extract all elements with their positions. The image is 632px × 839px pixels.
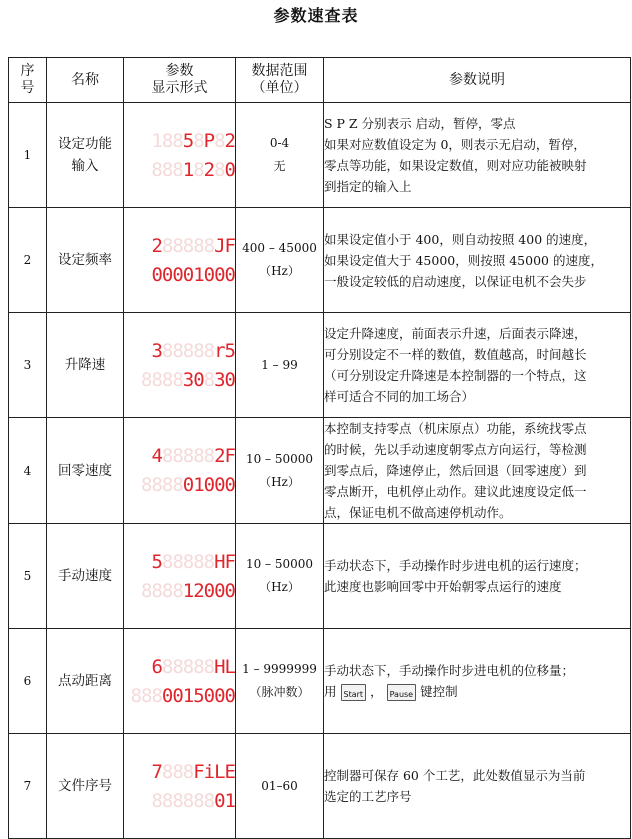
row-range-line: 400 – 45000 <box>242 241 317 255</box>
segment-lit: 12000 <box>182 579 235 602</box>
segment-lit: 30 <box>214 368 235 391</box>
header-range <box>236 58 324 103</box>
header-range-line: （单位） <box>251 80 308 96</box>
segment-lit: 5 <box>151 550 162 573</box>
row-index: 6 <box>9 629 47 734</box>
row-description-line: 控制器可保存 60 个工艺，此处数值显示为当前 <box>324 768 586 783</box>
header-index-line: 号 <box>20 80 35 96</box>
row-description <box>324 734 631 839</box>
row-description-line: 到指定的输入上 <box>324 179 412 194</box>
header-description: 参数说明 <box>324 58 631 103</box>
segment-display-line <box>124 236 235 256</box>
row-name <box>47 524 124 629</box>
segment-unlit: 8 <box>214 129 225 152</box>
segment-unlit: 88888 <box>161 655 215 678</box>
segment-lit: 2 <box>151 234 162 257</box>
segment-unlit: 88888 <box>161 445 215 467</box>
segment-display-line <box>124 446 235 466</box>
segment-lit: 30 <box>182 368 204 391</box>
header-display-line: 显示形式 <box>151 80 208 96</box>
segment-display-line <box>124 475 235 495</box>
row-description-line: 一般设定较低的启动速度，以保证电机不会失步 <box>324 273 587 289</box>
segment-unlit: 888 <box>130 684 162 707</box>
description-suffix: 键控制 <box>420 684 458 699</box>
row-description-line: 此速度也影响回零中开始朝零点运行的速度 <box>324 579 562 594</box>
segment-display-line <box>124 686 235 706</box>
table-body <box>9 103 631 839</box>
row-description-line: 选定的工艺序号 <box>324 789 412 804</box>
row-description-line: 设定升降速度，前面表示升速，后面表示降速， <box>324 326 587 341</box>
row-description <box>324 313 631 418</box>
segment-lit: 6 <box>151 655 162 678</box>
row-range <box>236 313 324 418</box>
row-description <box>324 103 631 208</box>
row-name-line: 回零速度 <box>58 462 112 479</box>
row-name-line: 手动速度 <box>58 568 112 584</box>
table-row <box>9 103 631 208</box>
row-description-line: 手动状态下，手动操作时步进电机的运行速度； <box>324 558 587 573</box>
row-name <box>47 418 124 524</box>
segment-unlit: 888888 <box>151 789 215 812</box>
row-name-line: 设定频率 <box>58 252 112 268</box>
row-range-line: 1 – 99 <box>261 357 298 372</box>
row-description <box>324 524 631 629</box>
segment-unlit: 888 <box>161 760 194 783</box>
table-row <box>9 629 631 734</box>
segment-lit: 3 <box>151 339 162 362</box>
row-index: 2 <box>9 208 47 313</box>
header-name: 名称 <box>47 58 124 103</box>
row-range-line: 10 – 50000 <box>245 451 314 466</box>
row-name-line: 文件序号 <box>58 778 112 794</box>
row-name <box>47 629 124 734</box>
segment-lit: HL <box>214 655 235 678</box>
row-description-line: （可分别设定升降速是本控制器的一个特点，这 <box>324 368 587 383</box>
row-description-line: 的时候，先以手动速度朝零点方向运行，等检测 <box>324 442 587 457</box>
row-description <box>324 208 631 313</box>
segment-display-line <box>124 581 235 601</box>
row-range-line: （Hz） <box>259 474 300 489</box>
row-name-line: 输入 <box>71 158 99 174</box>
row-range <box>236 103 324 208</box>
segment-unlit: 8888 <box>141 579 183 602</box>
row-description <box>324 629 631 734</box>
segment-display-line <box>124 265 235 285</box>
row-range-line: 无 <box>273 159 286 173</box>
segment-display-line <box>124 341 235 361</box>
page-title: 参数速查表 <box>273 6 359 25</box>
segment-lit: 00001000 <box>151 263 235 286</box>
row-range-line: （脉冲数） <box>249 685 310 699</box>
row-description-line: 样可适合不同的加工场合） <box>324 389 475 404</box>
segment-display <box>124 208 236 313</box>
header-index <box>9 58 47 103</box>
description-prefix: 用 <box>324 684 337 699</box>
segment-display <box>124 629 236 734</box>
segment-display <box>124 103 236 208</box>
header-display <box>124 58 236 103</box>
segment-lit: 0 <box>224 158 235 181</box>
row-name-line: 设定功能 <box>58 136 112 152</box>
row-name <box>47 313 124 418</box>
row-index: 4 <box>9 418 47 524</box>
row-description-line: 点，保证电机不做高速停机动作。 <box>324 505 512 520</box>
segment-lit: 5 <box>182 129 194 152</box>
row-description-line: S P Z 分别表示 启动，暂停，零点 <box>324 116 516 131</box>
row-range <box>236 734 324 839</box>
segment-display <box>124 524 236 629</box>
row-range <box>236 629 324 734</box>
row-range <box>236 524 324 629</box>
segment-lit: 01 <box>214 789 235 812</box>
segment-unlit: 88 <box>161 129 183 152</box>
header-range-line: 数据范围 <box>251 63 308 79</box>
segment-display-line <box>124 791 235 811</box>
segment-lit: 0015000 <box>161 684 235 707</box>
row-description-line: 如果对应数值设定为 0，则表示无启动，暂停， <box>324 137 586 152</box>
parameter-table <box>8 57 631 839</box>
row-description-line: 本控制支持零点（机床原点）功能，系统找零点 <box>324 421 587 436</box>
segment-unlit: 88888 <box>161 234 215 257</box>
row-name <box>47 103 124 208</box>
row-description-line: 如果设定值大于 45000，则按照 45000 的速度， <box>324 252 603 268</box>
row-range <box>236 418 324 524</box>
segment-lit: HF <box>214 550 235 573</box>
table-row <box>9 524 631 629</box>
segment-display-line <box>124 370 235 390</box>
segment-unlit: 8888 <box>141 368 183 391</box>
segment-display-line <box>124 131 235 151</box>
row-description-line: 零点等功能，如果设定数值，则对应功能被映射 <box>324 158 587 173</box>
row-description-line: 手动状态下，手动操作时步进电机的位移量； <box>324 663 575 678</box>
header-index-line: 序 <box>20 63 35 79</box>
segment-display <box>124 418 236 524</box>
segment-unlit: 8 <box>193 158 204 181</box>
row-description <box>324 418 631 524</box>
segment-lit: 7 <box>151 760 162 783</box>
segment-display-line <box>124 762 235 782</box>
segment-lit: 1 <box>182 158 194 181</box>
table-row <box>9 313 631 418</box>
segment-unlit: 88888 <box>161 339 215 362</box>
row-description-line: 零点断开，电机停止动作。建议此速度设定低一 <box>324 484 587 499</box>
segment-unlit: 8 <box>193 129 204 152</box>
segment-lit: JF <box>214 234 235 257</box>
row-description-line: 用 Start ， Pause 键控制 <box>324 684 458 699</box>
table-row <box>9 734 631 839</box>
segment-unlit: 8 <box>203 368 215 391</box>
row-range-line: 10 – 50000 <box>245 557 314 571</box>
row-range-line: （Hz） <box>259 264 300 278</box>
row-range-line: 1 – 9999999 <box>242 662 317 676</box>
row-index: 1 <box>9 103 47 208</box>
table-row <box>9 208 631 313</box>
row-description-line: 如果设定值小于 400，则自动按照 400 的速度， <box>324 231 597 247</box>
row-range-line: 01–60 <box>261 778 298 793</box>
row-index: 7 <box>9 734 47 839</box>
segment-lit: 01000 <box>182 474 235 496</box>
start-key-icon: Start <box>341 684 367 701</box>
row-name <box>47 734 124 839</box>
row-range-line: （Hz） <box>259 580 300 594</box>
header-display-line: 参数 <box>165 63 194 79</box>
table-row <box>9 418 631 524</box>
row-name <box>47 208 124 313</box>
segment-unlit: 88888 <box>161 550 215 573</box>
segment-lit: FiLE <box>193 760 235 783</box>
segment-lit: r5 <box>214 339 235 362</box>
table-header-row <box>9 58 631 103</box>
segment-lit: P <box>203 129 215 152</box>
segment-lit: 2 <box>224 129 235 152</box>
segment-lit: 2 <box>203 158 215 181</box>
row-range-line: 0-4 <box>269 136 290 150</box>
segment-display <box>124 734 236 839</box>
row-description-line: 到零点后，降速停止，然后回退（回零速度）到 <box>324 463 587 478</box>
row-name-line: 点动距离 <box>58 673 112 689</box>
segment-lit: 2F <box>214 445 235 467</box>
segment-unlit: 8 <box>214 158 225 181</box>
segment-lit: 4 <box>151 445 162 467</box>
pause-key-icon: Pause <box>387 684 417 701</box>
segment-unlit: 1 <box>151 129 162 152</box>
segment-unlit: 8888 <box>141 474 183 496</box>
segment-display-line <box>124 657 235 677</box>
row-description-line: 可分别设定不一样的数值，数值越高，时间越长 <box>324 347 587 362</box>
row-name-line: 升降速 <box>64 357 106 373</box>
segment-unlit: 888 <box>151 158 183 181</box>
segment-display-line <box>124 552 235 572</box>
row-index: 3 <box>9 313 47 418</box>
segment-display <box>124 313 236 418</box>
row-range <box>236 208 324 313</box>
row-index: 5 <box>9 524 47 629</box>
segment-display-line <box>124 160 235 180</box>
